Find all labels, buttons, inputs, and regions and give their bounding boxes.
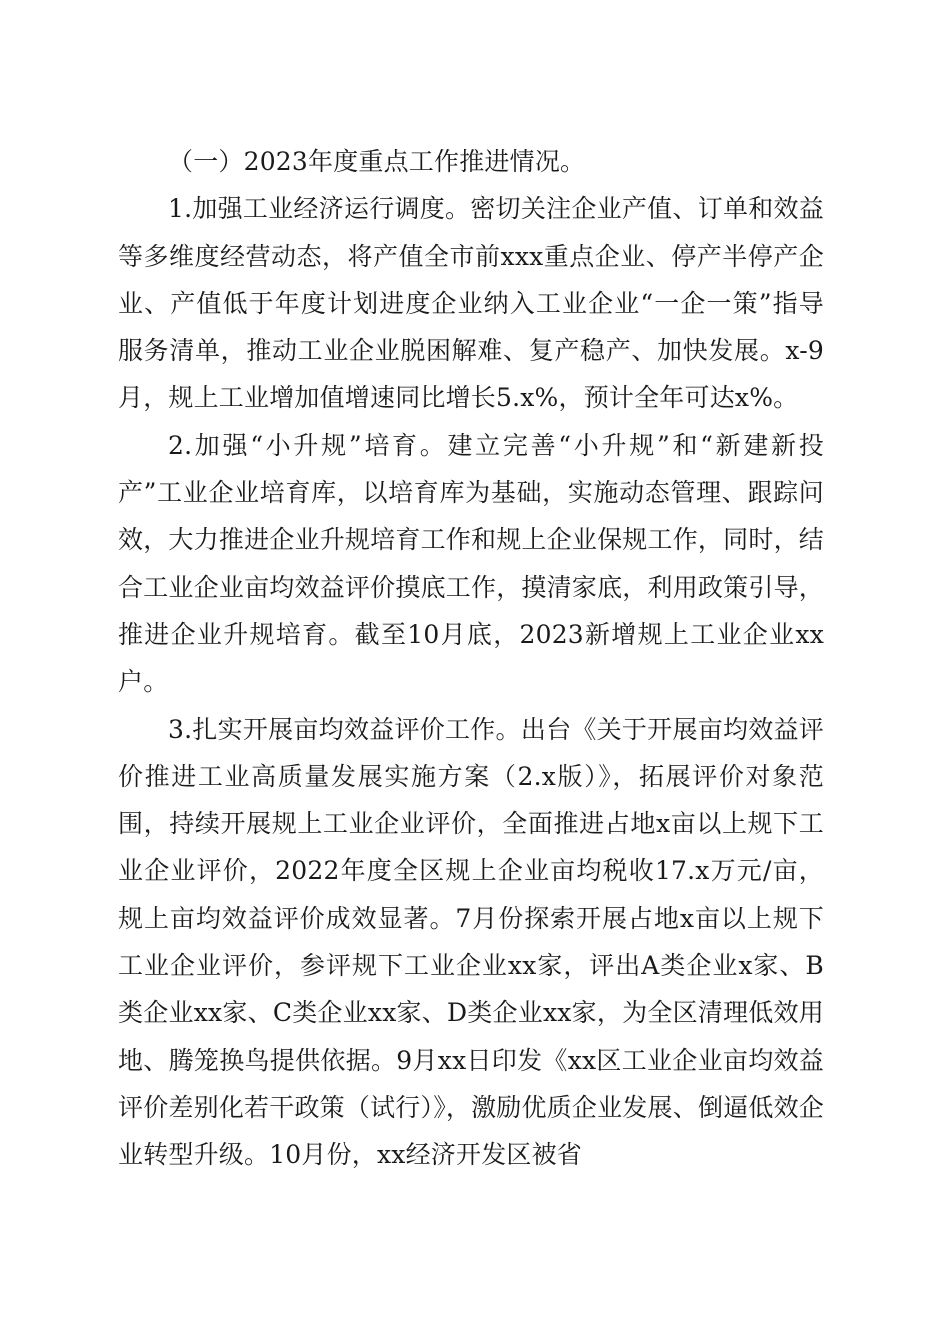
paragraph-small-to-scale: 2.加强“小升规”培育。建立完善“小升规”和“新建新投产”工业企业培育库，以培育库为基础，实施动态管理、跟踪问效，大力推进企业升规培育工作和规上企业保规工作，同时，结合工业企业亩均效益评价摸底工作，摸清家底，利用政策引导，推进企业升规培育。截至10月底，2023新增规上工业企业xx户。 (118, 430, 824, 697)
paragraph-per-mu-evaluation: 3.扎实开展亩均效益评价工作。出台《关于开展亩均效益评价推进工业高质量发展实施方案（2.x版）》，拓展评价对象范围，持续开展规上工业企业评价，全面推进占地x亩以上规下工业企业评价，2022年度全区规上企业亩均税收17.x万元/亩，规上亩均效益评价成效显著。7月份探索开展占地x亩以上规下工业企业评价，参评规下工业企业xx家，评出A类企业x家、B类企业xx家、C类企业xx家、D类企业xx家，为全区清理低效用地、腾笼换鸟提供依据。9月xx日印发《xx区工业企业亩均效益评价差别化若干政策（试行）》，激励优质企业发展、倒逼低效企业转型升级。10月份，xx经济开发区被省 (118, 714, 824, 1170)
section-heading: （一）2023年度重点工作推进情况。 (168, 147, 586, 176)
document-body (118, 138, 824, 1179)
paragraph-industrial-economy: 1.加强工业经济运行调度。密切关注企业产值、订单和效益等多维度经营动态，将产值全市前xxx重点企业、停产半停产企业、产值低于年度计划进度企业纳入工业企业“一企一策”指导服务清单，推动工业企业脱困解难、复产稳产、加快发展。x-9月，规上工业增加值增速同比增长5.x%，预计全年可达x%。 (118, 194, 824, 413)
